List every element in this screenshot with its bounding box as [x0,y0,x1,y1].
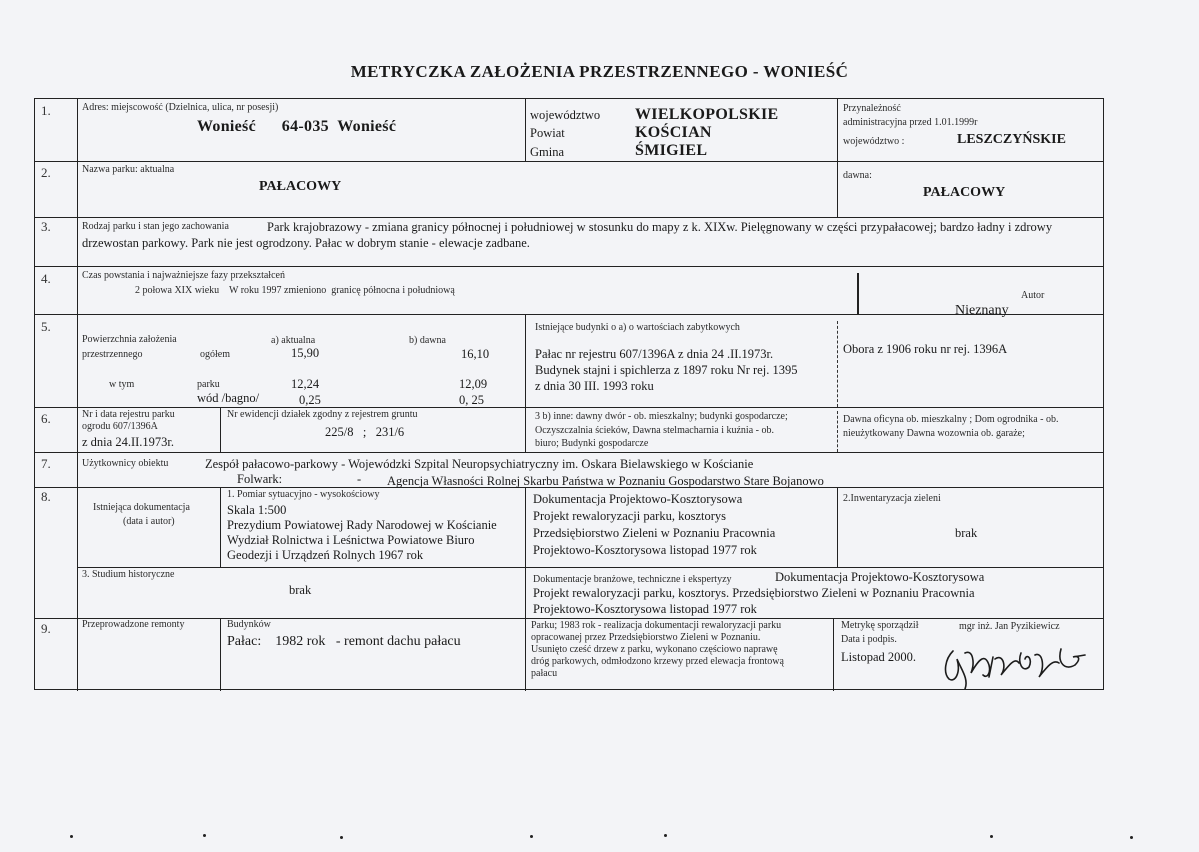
former-name-value: PAŁACOWY [923,185,1006,200]
buildings-label: Istniejące budynki o a) o wartościach zabytkowych [535,322,740,333]
inventory-value: brak [955,526,978,540]
history-text: 2 połowa XIX wieku W roku 1997 zmieniono granicę północna i południową [135,285,455,296]
area-park-former: 12,09 [459,377,488,391]
area-total-current: 15,90 [291,346,320,360]
scan-speck [1130,836,1133,839]
row-divider [35,217,1103,218]
scan-speck [530,835,533,838]
row-divider [77,567,1103,568]
technical-docs-text: Dokumentacja Projektowo-Kosztorysowa [775,570,985,584]
address-label: Adres: miejscowość (Dzielnica, ulica, nr posesji) [82,102,279,113]
docs-label: (data i autor) [123,516,175,527]
column-line [220,407,221,452]
gmina-value: ŚMIGIEL [635,142,708,159]
buildings-renovation-label: Budynków [227,619,271,630]
column-line [833,618,834,691]
row-divider [35,407,1103,408]
dashed-divider [837,321,838,407]
buildings-text: Pałac nr rejestru 607/1396A z dnia 24 .II.1973r. [535,347,774,361]
address-value: Wonieść 64-035 Wonieść [197,118,397,135]
buildings-text: Budynek stajni i spichlerza z 1897 roku Nr rej. 1395 [535,363,798,377]
history-study-label: 3. Studium historyczne [82,569,175,580]
column-line [525,314,526,407]
row-number: 4. [41,271,51,286]
area-water-label: wód /bagno/ [197,391,260,405]
admin-value: LESZCZYŃSKIE [957,132,1066,147]
date-signature-label: Data i podpis. [841,634,897,645]
form-frame [34,98,1104,690]
row-number: 2. [41,165,51,180]
area-label: Powierzchnia założenia [82,334,177,345]
design-docs-text: Projektowo-Kosztorysowa listopad 1977 rok [533,543,757,557]
row-divider [35,314,1103,315]
area-water-current: 0,25 [299,393,321,407]
history-study-value: brak [289,583,312,597]
column-line [220,618,221,691]
users-text: Zespół pałacowo-parkowy - Wojewódzki Szpital Neuropsychiatryczny im. Oskara Bielawskiego w Kościanie [205,457,754,471]
history-label: Czas powstania i najważniejsze fazy przekształceń [82,270,285,281]
row-number: 8. [41,489,51,504]
farm-text: Agencja Własności Rolnej Skarbu Państwa w Poznaniu Gospodarstwo Stare Bojanowo [387,474,824,488]
column-line [837,99,838,161]
wojewodztwo-value: WIELKOPOLSKIE [635,106,779,123]
gmina-label: Gmina [530,145,565,159]
area-former-header: b) dawna [409,335,446,346]
other-buildings-text: biuro; Budynki gospodarcze [535,438,649,449]
buildings-renovation-value: Pałac: 1982 rok - remont dachu pałacu [227,634,461,649]
area-park-current: 12,24 [291,377,320,391]
admin-label: województwo : [843,136,905,147]
column-line [525,99,526,161]
other-buildings-text: 3 b) inne: dawny dwór - ob. mieszkalny; budynki gospodarcze; [535,411,788,422]
row-number: 7. [41,456,51,471]
park-renovation-text: opracowanej przez Przedsiębiorstwo Zieleni w Poznaniu. [531,632,761,643]
barn-text: Obora z 1906 roku nr rej. 1396A [843,342,1008,356]
parcels-label: Nr ewidencji działek zgodny z rejestrem gruntu [227,409,418,420]
inventory-label: 2.Inwentaryzacja zieleni [843,493,941,504]
farm-dash: - [357,472,362,486]
docs-label: Istniejąca dokumentacja [93,502,190,513]
date-value: Listopad 2000. [841,650,916,664]
renovations-label: Przeprowadzone remonty [82,619,185,630]
register-label: Nr i data rejestru parku [82,409,175,420]
column-line [220,487,221,567]
park-renovation-text: Parku; 1983 rok - realizacja dokumentacji rewaloryzacji parku [531,620,782,631]
buildings-text: z dnia 30 III. 1993 roku [535,379,654,393]
design-docs-text: Projekt rewaloryzacji parku, kosztorys [533,509,726,523]
row-number: 5. [41,319,51,334]
scan-speck [664,834,667,837]
area-water-former: 0, 25 [459,393,484,407]
park-renovation-text: pałacu [531,668,558,679]
design-docs-text: Przedsiębiorstwo Zieleni w Poznaniu Pracownia [533,526,776,540]
annex-text: nieużytkowany Dawna wozownia ob. garaże; [843,428,1025,439]
park-renovation-text: Usunięto cześć drzew z parku, wykonano częściowo naprawę [531,644,778,655]
prepared-by-author: mgr inż. Jan Pyzikiewicz [959,621,1060,632]
survey-text: Wydział Rolnictwa i Leśnictwa Powiatowe Biuro [227,533,475,547]
scan-speck [203,834,206,837]
survey-text: Geodezji i Urządzeń Rolnych 1967 rok [227,548,424,562]
technical-docs-label: Dokumentacje branżowe, techniczne i ekspertyzy [533,574,732,585]
row-number: 1. [41,103,51,118]
column-line [525,618,526,691]
area-total-label: ogółem [200,349,230,360]
area-current-header: a) aktualna [271,335,316,346]
area-park-label: parku [197,379,220,390]
other-buildings-text: Oczyszczalnia ścieków, Dawna stelmacharnia i kuźnia - ob. [535,425,774,436]
park-name-value: PAŁACOWY [259,179,342,194]
author-value: Nieznany [955,303,1009,318]
row-divider [35,618,1103,619]
powiat-label: Powiat [530,126,565,140]
former-name-label: dawna: [843,170,872,181]
area-total-former: 16,10 [461,347,490,361]
author-label: Autor [1021,290,1045,301]
survey-text: Prezydium Powiatowej Rady Narodowej w Kościanie [227,518,497,532]
row-divider [35,452,1103,453]
survey-label: 1. Pomiar sytuacyjno - wysokościowy [227,489,380,500]
parcels-value: 225/8 ; 231/6 [325,425,405,439]
document-title: METRYCZKA ZAŁOŻENIA PRZESTRZENNEGO - WONIEŚĆ [350,62,849,81]
admin-label: Przynależność [843,103,901,114]
row-number: 3. [41,219,51,234]
annex-text: Dawna oficyna ob. mieszkalny ; Dom ogrodnika - ob. [843,414,1059,425]
park-renovation-text: dróg parkowych, odmłodzono krzewy przed elewacja frontową [531,656,784,667]
scan-speck [990,835,993,838]
design-docs-text: Dokumentacja Projektowo-Kosztorysowa [533,492,743,506]
powiat-value: KOŚCIAN [635,124,712,141]
register-date: z dnia 24.II.1973r. [82,435,174,449]
area-including-label: w tym [109,379,135,390]
scan-speck [70,835,73,838]
farm-label: Folwark: [237,472,283,486]
handwritten-signature [935,629,1095,689]
survey-text: Skala 1:500 [227,503,287,517]
column-line [837,487,838,567]
admin-label: administracyjna przed 1.01.1999r [843,117,978,128]
number-column-line [77,99,78,691]
row-number: 9. [41,621,51,636]
column-line [525,487,526,618]
scan-speck [340,836,343,839]
dashed-divider [837,411,838,452]
park-name-label: Nazwa parku: aktualna [82,164,175,175]
technical-docs-text: Projektowo-Kosztorysowa listopad 1977 rok [533,602,757,616]
wojewodztwo-label: województwo [530,108,601,122]
area-label: przestrzennego [82,349,143,360]
park-type-text: drzewostan parkowy. Park nie jest ogrodzony. Pałac w dobrym stanie - elewacje zadbane. [82,236,530,250]
column-line [525,407,526,452]
row-divider [35,161,1103,162]
row-divider [35,266,1103,267]
prepared-by-label: Metrykę sporządził [841,620,919,631]
technical-docs-text: Projekt rewaloryzacji parku, kosztorys. Przedsiębiorstwo Zieleni w Poznaniu Pracownia [533,586,975,600]
users-label: Użytkownicy obiektu [82,458,169,469]
column-line [857,273,859,314]
park-type-text: Park krajobrazowy - zmiana granicy północnej i południowej w stosunku do mapy z k. XIXw. Pielęgnowany w części przypałacowej; bardzo ładny i zdrowy [267,220,1053,234]
column-line [837,161,838,217]
row-number: 6. [41,411,51,426]
park-type-label: Rodzaj parku i stan jego zachowania [82,221,229,232]
register-label: ogrodu 607/1396A [82,421,158,432]
